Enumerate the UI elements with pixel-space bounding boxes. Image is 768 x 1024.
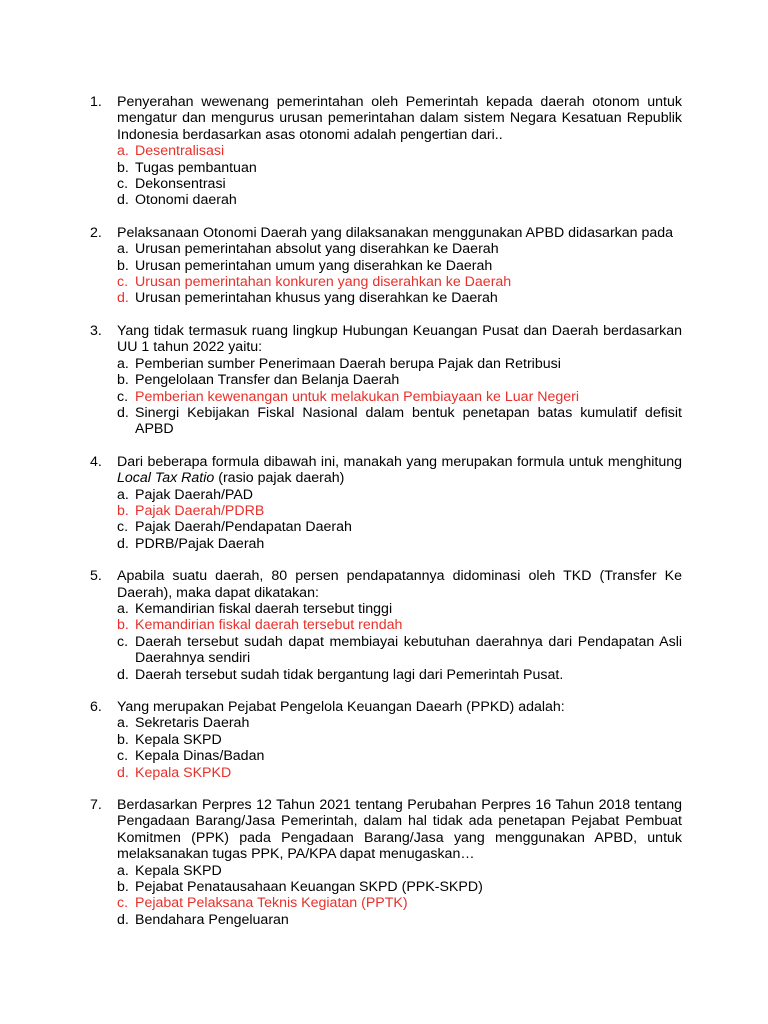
option-text: Bendahara Pengeluaran — [135, 911, 289, 928]
option-text: Urusan pemerintahan umum yang diserahkan ke Daerah — [135, 257, 493, 274]
option-text: Urusan pemerintahan absolut yang diserahkan ke Daerah — [135, 241, 499, 258]
question-text-lead: Dari beberapa formula dibawah ini, manakah yang merupakan formula untuk menghitung — [117, 453, 682, 470]
options-list — [117, 601, 682, 683]
option-c — [117, 389, 682, 405]
options-list — [117, 863, 682, 929]
option-text: Pengelolaan Transfer dan Belanja Daerah — [135, 372, 400, 389]
option-letter: c. — [117, 176, 129, 193]
option-text: Otonomi daerah — [135, 192, 237, 209]
question-text: Pelaksanaan Otonomi Daerah yang dilaksanakan menggunakan APBD didasarkan pada — [117, 224, 674, 241]
option-d — [117, 536, 682, 552]
question-text: Penyerahan wewenang pemerintahan oleh Pemerintah kepada daerah otonom untuk mengatur dan mengurus urusan pemerintahan dalam sistem Negara Kesatuan Republik Indonesia berdasarkan asas otonomi adalah pengertian dari.. — [117, 94, 682, 143]
option-b — [117, 503, 682, 519]
option-text: Urusan pemerintahan konkuren yang diserahkan ke Daerah — [135, 274, 512, 291]
option-a — [117, 715, 682, 731]
option-text: Kepala SKPD — [135, 731, 222, 748]
option-text: PDRB/Pajak Daerah — [135, 535, 265, 552]
question-number: 3. — [90, 322, 102, 339]
question-number: 4. — [90, 453, 102, 470]
option-d — [117, 192, 682, 208]
options-list — [117, 143, 682, 209]
question-text: Berdasarkan Perpres 12 Tahun 2021 tentang Perubahan Perpres 16 Tahun 2018 tentang Pengadaan Barang/Jasa Pemerintah, dalam hal tidak ada penetapan Pejabat Pembuat Komitmen (PPK) pada Pengadaan Barang/Jasa yang menggunakan APBD, untuk melaksanakan tugas PPK, PA/KPA dapat menugaskan… — [117, 797, 682, 863]
option-c — [117, 274, 682, 290]
option-text: Pejabat Penatausahaan Keuangan SKPD (PPK-SKPD) — [135, 879, 483, 896]
option-letter: d. — [117, 666, 129, 683]
question-1 — [90, 94, 682, 209]
option-d — [117, 405, 682, 438]
option-b — [117, 372, 682, 388]
question-number: 7. — [90, 797, 102, 814]
options-list — [117, 356, 682, 438]
option-letter: d. — [117, 192, 129, 209]
option-letter: d. — [117, 764, 129, 781]
option-letter: a. — [117, 715, 129, 732]
option-letter: d. — [117, 911, 129, 928]
option-letter: a. — [117, 241, 129, 258]
option-c — [117, 748, 682, 764]
option-a — [117, 863, 682, 879]
question-7 — [90, 797, 682, 928]
option-letter: d. — [117, 404, 129, 421]
option-text: Sekretaris Daerah — [135, 715, 250, 732]
option-d — [117, 667, 682, 683]
option-letter: a. — [117, 143, 129, 160]
option-b — [117, 160, 682, 176]
question-text — [117, 454, 682, 487]
option-text: Kemandirian fiskal daerah tersebut tinggi — [135, 600, 393, 617]
option-letter: a. — [117, 355, 129, 372]
option-letter: c. — [117, 519, 129, 536]
option-letter: a. — [117, 600, 129, 617]
option-letter: c. — [117, 274, 129, 291]
question-number: 5. — [90, 568, 102, 585]
option-d — [117, 290, 682, 306]
option-b — [117, 258, 682, 274]
option-letter: b. — [117, 879, 129, 896]
option-text: Kepala SKPKD — [135, 764, 232, 781]
question-text-tail: (rasio pajak daerah) — [214, 470, 345, 487]
option-a — [117, 487, 682, 503]
question-text: Apabila suatu daerah, 80 persen pendapatannya didominasi oleh TKD (Transfer Ke Daerah), maka dapat dikatakan: — [117, 568, 682, 601]
option-c — [117, 176, 682, 192]
option-letter: d. — [117, 535, 129, 552]
option-a — [117, 241, 682, 257]
options-list — [117, 487, 682, 553]
option-letter: a. — [117, 862, 129, 879]
option-letter: b. — [117, 372, 129, 389]
option-d — [117, 912, 682, 928]
option-a — [117, 143, 682, 159]
option-text: Pejabat Pelaksana Teknis Kegiatan (PPTK) — [135, 895, 408, 912]
option-c — [117, 895, 682, 911]
option-text: Dekonsentrasi — [135, 176, 226, 193]
option-b — [117, 879, 682, 895]
option-text: Kepala SKPD — [135, 862, 222, 879]
option-b — [117, 732, 682, 748]
question-text-italic: Local Tax Ratio — [117, 470, 215, 487]
option-letter: b. — [117, 159, 129, 176]
option-letter: b. — [117, 502, 129, 519]
option-d — [117, 765, 682, 781]
option-text: Kepala Dinas/Badan — [135, 748, 265, 765]
question-2 — [90, 225, 682, 307]
options-list — [117, 241, 682, 307]
option-text: Daerah tersebut sudah tidak bergantung lagi dari Pemerintah Pusat. — [135, 666, 564, 683]
option-text: Pemberian kewenangan untuk melakukan Pembiayaan ke Luar Negeri — [135, 388, 580, 405]
option-text: Desentralisasi — [135, 143, 225, 160]
option-a — [117, 601, 682, 617]
question-5 — [90, 568, 682, 683]
option-letter: c. — [117, 748, 129, 765]
question-number: 6. — [90, 699, 102, 715]
question-number: 1. — [90, 94, 102, 110]
option-text: Tugas pembantuan — [135, 159, 257, 176]
option-a — [117, 356, 682, 372]
question-4 — [90, 454, 682, 552]
option-b — [117, 617, 682, 633]
option-letter: b. — [117, 731, 129, 748]
option-text: Sinergi Kebijakan Fiskal Nasional dalam bentuk penetapan batas kumulatif defisit APBD — [135, 404, 682, 438]
option-text: Pajak Daerah/PDRB — [135, 502, 265, 519]
option-text: Pemberian sumber Penerimaan Daerah berupa Pajak dan Retribusi — [135, 355, 561, 372]
option-letter: c. — [117, 633, 129, 650]
option-text: Pajak Daerah/Pendapatan Daerah — [135, 519, 352, 536]
option-letter: c. — [117, 895, 129, 912]
option-letter: c. — [117, 388, 129, 405]
option-letter: d. — [117, 290, 129, 307]
option-text: Urusan pemerintahan khusus yang diserahkan ke Daerah — [135, 290, 498, 307]
option-letter: b. — [117, 257, 129, 274]
question-text: Yang merupakan Pejabat Pengelola Keuangan Daearh (PPKD) adalah: — [117, 699, 565, 715]
option-c — [117, 519, 682, 535]
question-number: 2. — [90, 224, 102, 241]
options-list — [117, 715, 682, 781]
option-letter: b. — [117, 617, 129, 634]
question-text: Yang tidak termasuk ruang lingkup Hubungan Keuangan Pusat dan Daerah berdasarkan UU 1 tahun 2022 yaitu: — [117, 322, 682, 356]
option-c — [117, 634, 682, 667]
question-6 — [90, 699, 682, 781]
question-3 — [90, 323, 682, 438]
option-text: Daerah tersebut sudah dapat membiayai kebutuhan daerahnya dari Pendapatan Asli Daerahnya sendiri — [135, 633, 682, 667]
option-text: Kemandirian fiskal daerah tersebut rendah — [135, 617, 403, 634]
option-letter: a. — [117, 486, 129, 503]
option-text: Pajak Daerah/PAD — [135, 486, 254, 503]
